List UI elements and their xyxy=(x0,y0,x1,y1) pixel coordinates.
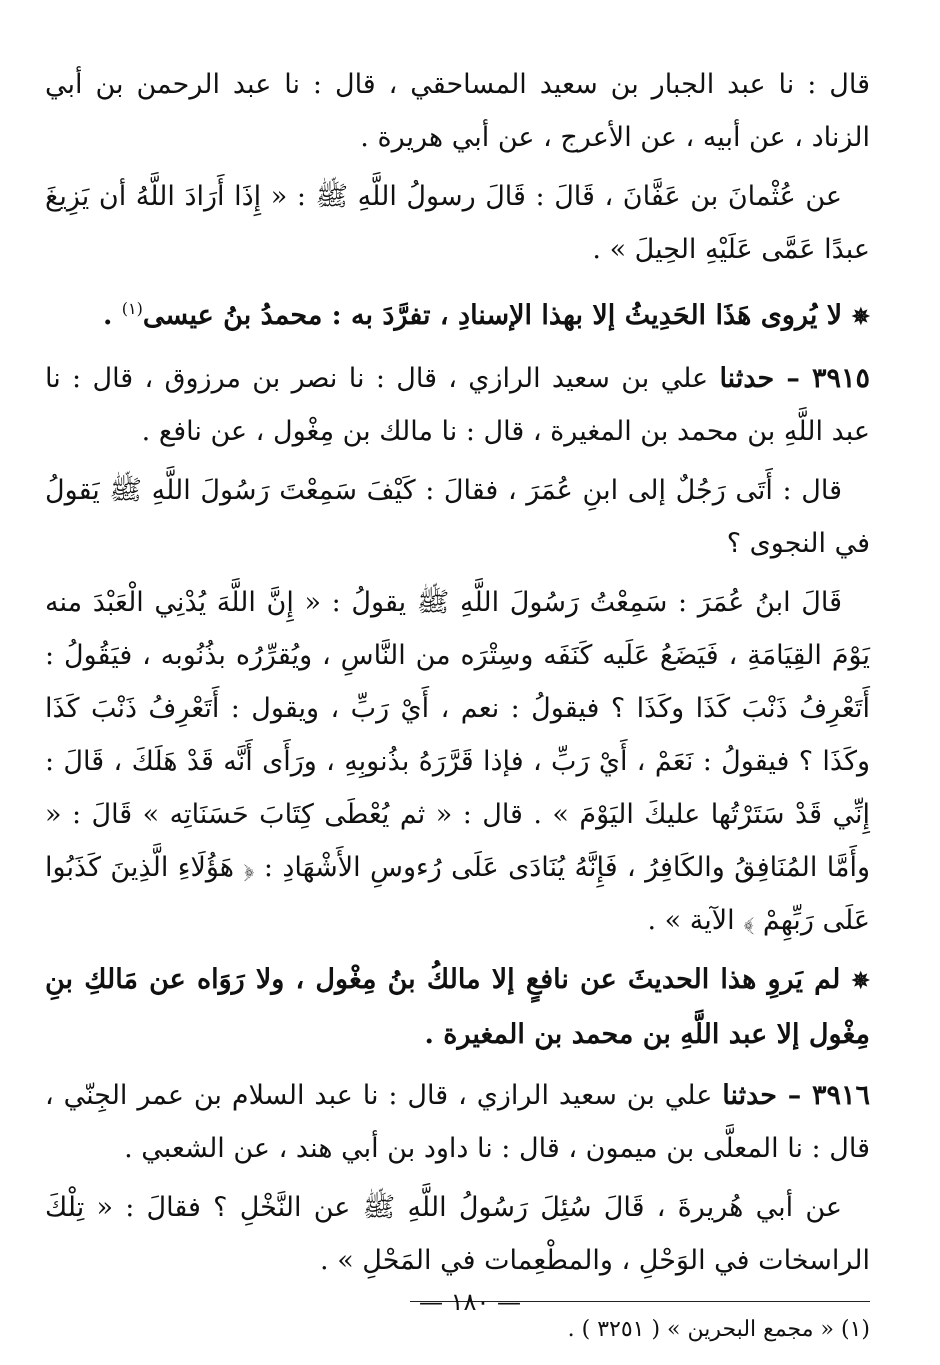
star-ornament-icon: ✵ xyxy=(851,968,870,994)
hadith-dash: – xyxy=(777,1080,812,1111)
commentary-note-1-end: . xyxy=(102,300,122,331)
paragraph-najwa-question: قال : أَتَى رَجُلٌ إلى ابنِ عُمَرَ ، فقالَ : كَيْفَ سَمِعْتَ رَسُولَ اللَّهِ ﷺ يَقولُ في النجوى ؟ xyxy=(45,475,870,559)
hadith-number-3915: ٣٩١٥ xyxy=(811,363,870,394)
footnote-marker: (١) xyxy=(121,299,143,318)
commentary-note-2 xyxy=(45,953,870,1061)
commentary-note-2-text: لم يَروِ هذا الحديثَ عن نافعٍ إلا مالكُ بنُ مِغْول ، ولا رَوَاه عن مَالكِ بنِ مِغْول إلا عبد اللَّهِ بن محمد بن المغيرة . xyxy=(45,964,870,1050)
hadith-dash: – xyxy=(774,363,812,394)
hadith-lead-word: حدثنا xyxy=(719,363,775,394)
hadith-3915-isnad xyxy=(45,352,870,458)
commentary-note-1 xyxy=(45,282,870,344)
hadith-3916-chain: علي بن سعيد الرازي ، قال : نا عبد السلام بن عمر الجِنّي ، قال : نا المعلَّى بن ميمون ، قال : نا داود بن أبي هند ، عن الشعبي . xyxy=(45,1080,870,1164)
paragraph-ibn-umar-answer: قَالَ ابنُ عُمَرَ : سَمِعْتُ رَسُولَ اللَّهِ ﷺ يقولُ : « إِنَّ اللَّهَ يُدْنِي الْعَبْدَ منه يَوْمَ القِيَامَةِ ، فَيَضَعُ عَلَيه كَنَفَه وسِتْرَه من النَّاسِ ، ويُقرِّرُه بذُنُوبه ، فيَقُولُ : أَتَعْرِفُ ذَنْبَ كَذَا وكَذَا ؟ فيقولُ : نعم ، أَيْ رَبِّ ، ويقول : أَتَعْرِفُ ذَنْبَ كَذَا وكَذَا ؟ فيقولُ : نَعَمْ ، أَيْ رَبِّ ، فإذا قَرَّرَهُ بذُنوبِهِ ، ورَأَى أَنَّه قَدْ هَلَكَ ، قَالَ : إِنِّي قَدْ سَتَرْتُها عليكَ اليَوْمَ » . قال : « ثم يُعْطَى كِتَابَ حَسَنَاتِه » قَالَ : « وأَمَّا المُنَافِقُ والكَافِرُ ، فَإِنَّهُ يُنَادَى عَلَى رُءوسِ الأَشْهَادِ : ﴿ هَؤُلَاءِ الَّذِينَ كَذَبُوا عَلَى رَبِّهِمْ ﴾ الآية » . xyxy=(45,587,870,936)
hadith-3915-chain: علي بن سعيد الرازي ، قال : نا نصر بن مرزوق ، قال : نا عبد اللَّهِ بن محمد بن المغيرة ، قال : نا مالك بن مِغْول ، عن نافع . xyxy=(45,363,870,447)
hadith-number-3916: ٣٩١٦ xyxy=(811,1080,870,1111)
paragraph-isnad-intro: قال : نا عبد الجبار بن سعيد المساحقي ، قال : نا عبد الرحمن بن أبي الزناد ، عن أبيه ، عن الأعرج ، عن أبي هريرة . xyxy=(45,69,870,153)
hadith-3916-isnad xyxy=(45,1069,870,1175)
footnote: (١) « مجمع البحرين » ( ٣٢٥١ ) . xyxy=(567,1317,870,1342)
paragraph-hadith-uthman: عن عُثْمانَ بن عَفَّانَ ، قَالَ : قَالَ رسولُ اللَّهِ ﷺ : « إِذَا أَرَادَ اللَّهُ أن يَزِيغَ عبدًا عَمَّى عَلَيْهِ الحِيلَ » . xyxy=(45,181,870,265)
commentary-note-1-text: لا يُروى هَذَا الحَدِيثُ إلا بهذا الإسنادِ ، تفرَّدَ به : محمدُ بنُ عيسى xyxy=(142,300,843,331)
star-ornament-icon: ✵ xyxy=(851,304,870,330)
paragraph-palm-trees: عن أبي هُريرةَ ، قَالَ سُئِلَ رَسُولُ اللَّهِ ﷺ عن النَّخْلِ ؟ فقالَ : « تِلْكَ الراسخات في الوَحْلِ ، والمطْعِمات في المَحْلِ » . xyxy=(45,1192,870,1276)
hadith-lead-word: حدثنا xyxy=(722,1080,777,1111)
page-number: — ١٨٠ — xyxy=(419,1288,521,1316)
